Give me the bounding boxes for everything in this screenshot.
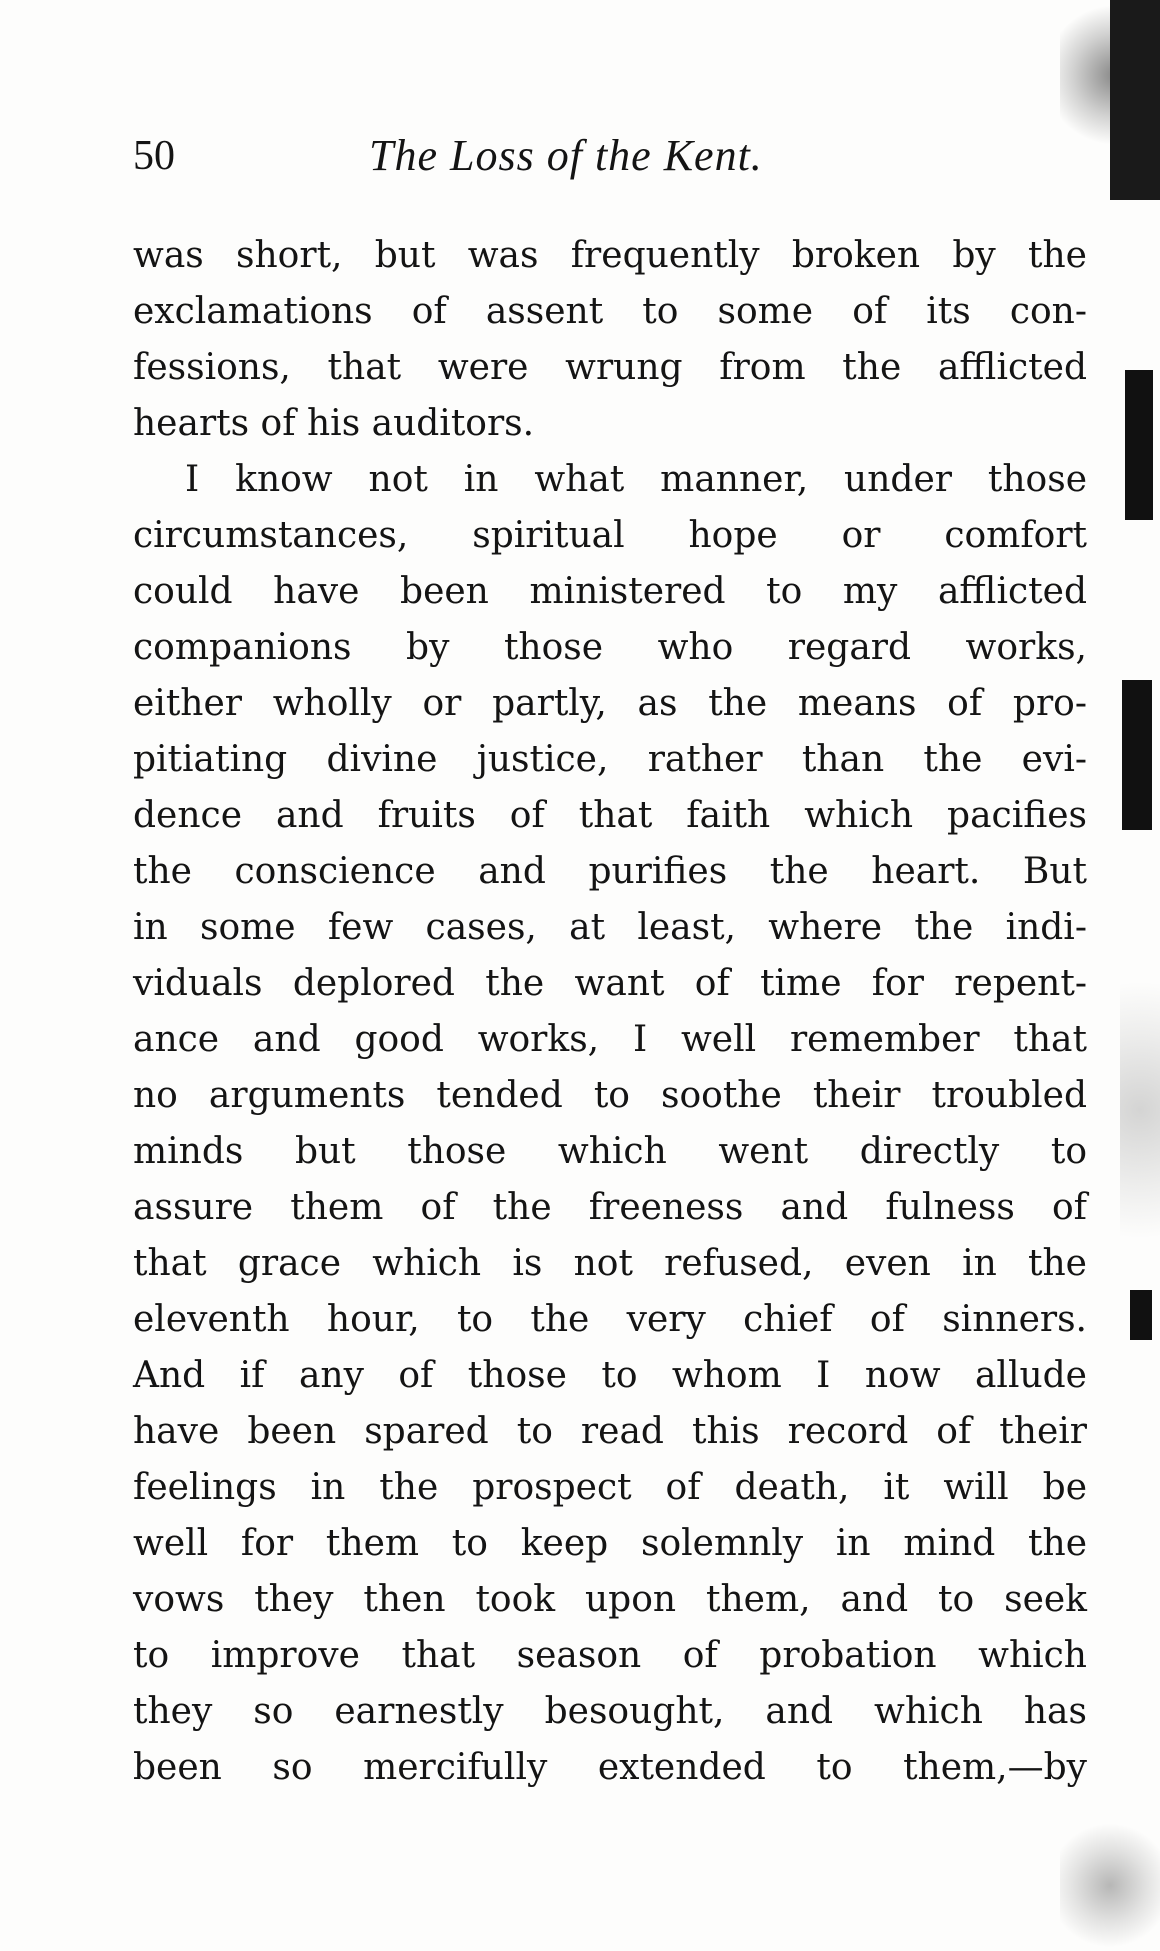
text-line: either wholly or partly, as the means of pro- bbox=[133, 683, 1087, 724]
text-line: circumstances, spiritual hope or comfort bbox=[133, 515, 1087, 556]
text-line: pitiating divine justice, rather than the evi- bbox=[133, 739, 1087, 780]
text-line: to improve that season of probation which bbox=[133, 1635, 1087, 1676]
scan-artifact bbox=[1122, 680, 1152, 830]
text-line: viduals deplored the want of time for repent- bbox=[133, 963, 1087, 1004]
text-line: minds but those which went directly to bbox=[133, 1131, 1087, 1172]
text-line: eleventh hour, to the very chief of sinners. bbox=[133, 1299, 1087, 1340]
scan-artifact bbox=[1125, 370, 1153, 520]
text-line: dence and fruits of that faith which pacifies bbox=[133, 795, 1087, 836]
text-line: companions by those who regard works, bbox=[133, 627, 1087, 668]
text-line: in some few cases, at least, where the indi- bbox=[133, 907, 1087, 948]
scan-artifact bbox=[1120, 940, 1160, 1280]
text-line: I know not in what manner, under those bbox=[185, 459, 1087, 500]
page-number: 50 bbox=[133, 133, 175, 179]
scan-artifact bbox=[1110, 0, 1160, 200]
text-line: that grace which is not refused, even in the bbox=[133, 1243, 1087, 1284]
text-line: ance and good works, I well remember that bbox=[133, 1019, 1087, 1060]
text-line: assure them of the freeness and fulness of bbox=[133, 1187, 1087, 1228]
text-line: exclamations of assent to some of its con- bbox=[133, 291, 1087, 332]
text-line: hearts of his auditors. bbox=[133, 403, 535, 444]
page-header bbox=[133, 128, 1093, 188]
text-line: have been spared to read this record of their bbox=[133, 1411, 1087, 1452]
text-line: feelings in the prospect of death, it will be bbox=[133, 1467, 1087, 1508]
scan-artifact bbox=[1060, 1820, 1160, 1951]
scan-artifact bbox=[1130, 1290, 1152, 1340]
text-line: they so earnestly besought, and which has bbox=[133, 1691, 1087, 1732]
text-line: could have been ministered to my afflicted bbox=[133, 571, 1087, 612]
text-line: fessions, that were wrung from the afflicted bbox=[133, 347, 1087, 388]
text-line: was short, but was frequently broken by the bbox=[133, 235, 1087, 276]
running-title: The Loss of the Kent. bbox=[369, 131, 763, 180]
text-line: no arguments tended to soothe their troubled bbox=[133, 1075, 1087, 1116]
body-text bbox=[133, 228, 1087, 1796]
text-line: been so mercifully extended to them,—by bbox=[133, 1747, 1087, 1788]
text-line: well for them to keep solemnly in mind the bbox=[133, 1523, 1087, 1564]
text-line: And if any of those to whom I now allude bbox=[133, 1355, 1087, 1396]
text-line: the conscience and purifies the heart. But bbox=[133, 851, 1087, 892]
text-line: vows they then took upon them, and to seek bbox=[133, 1579, 1087, 1620]
